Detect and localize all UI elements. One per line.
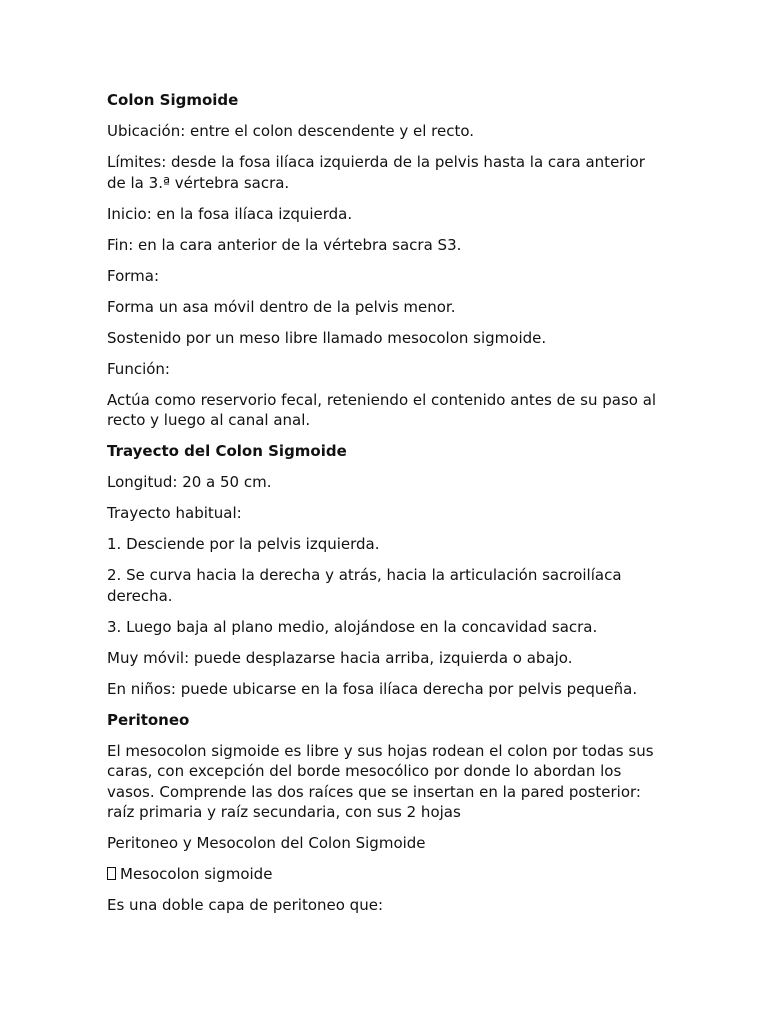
missing-glyph-icon bbox=[107, 867, 116, 880]
paragraph-children: En niños: puede ubicarse en la fosa ilíaca derecha por pelvis pequeña. bbox=[107, 679, 638, 698]
mesocolon-label: Mesocolon sigmoide bbox=[120, 865, 273, 883]
paragraph-length: Longitud: 20 a 50 cm. bbox=[107, 473, 272, 491]
paragraph-shape-meso: Sostenido por un meso libre llamado mesocolon sigmoide. bbox=[107, 328, 547, 347]
section-heading: Trayecto del Colon Sigmoide bbox=[107, 442, 347, 460]
paragraph-subtitle: Peritoneo y Mesocolon del Colon Sigmoide bbox=[107, 834, 426, 852]
paragraph-double-layer: Es una doble capa de peritoneo que: bbox=[107, 896, 383, 914]
paragraph-function-text: Actúa como reservorio fecal, reteniendo el contenido antes de su paso al recto y luego al canal anal. bbox=[107, 390, 657, 429]
paragraph-shape-label: Forma: bbox=[107, 266, 160, 285]
list-item: 2. Se curva hacia la derecha y atrás, hacia la articulación sacroilíaca derecha. bbox=[107, 566, 622, 605]
paragraph-shape-loop: Forma un asa móvil dentro de la pelvis menor. bbox=[107, 297, 456, 316]
paragraph-course-label: Trayecto habitual: bbox=[107, 504, 242, 522]
paragraph-start: Inicio: en la fosa ilíaca izquierda. bbox=[107, 204, 353, 223]
paragraph-location: Ubicación: entre el colon descendente y el recto. bbox=[107, 122, 475, 140]
section-heading: Peritoneo bbox=[107, 710, 190, 729]
section-heading: Colon Sigmoide bbox=[107, 91, 239, 109]
document-page bbox=[107, 90, 667, 926]
paragraph-mesocolon bbox=[107, 864, 667, 885]
paragraph-function-label: Función: bbox=[107, 359, 170, 378]
paragraph-limits: Límites: desde la fosa ilíaca izquierda de la pelvis hasta la cara anterior de la 3.ª vértebra sacra. bbox=[107, 153, 645, 192]
paragraph-peritoneum: El mesocolon sigmoide es libre y sus hojas rodean el colon por todas sus caras, con excepción del borde mesocólico por donde lo abordan los vasos. Comprende las dos raíces que se insertan en la pared posterior: raíz primaria y raíz secundaria, con sus 2 hojas bbox=[107, 741, 654, 821]
list-item: 1. Desciende por la pelvis izquierda. bbox=[107, 535, 380, 553]
paragraph-mobility: Muy móvil: puede desplazarse hacia arriba, izquierda o abajo. bbox=[107, 648, 573, 667]
paragraph-end: Fin: en la cara anterior de la vértebra sacra S3. bbox=[107, 235, 462, 254]
list-item: 3. Luego baja al plano medio, alojándose en la concavidad sacra. bbox=[107, 617, 598, 636]
